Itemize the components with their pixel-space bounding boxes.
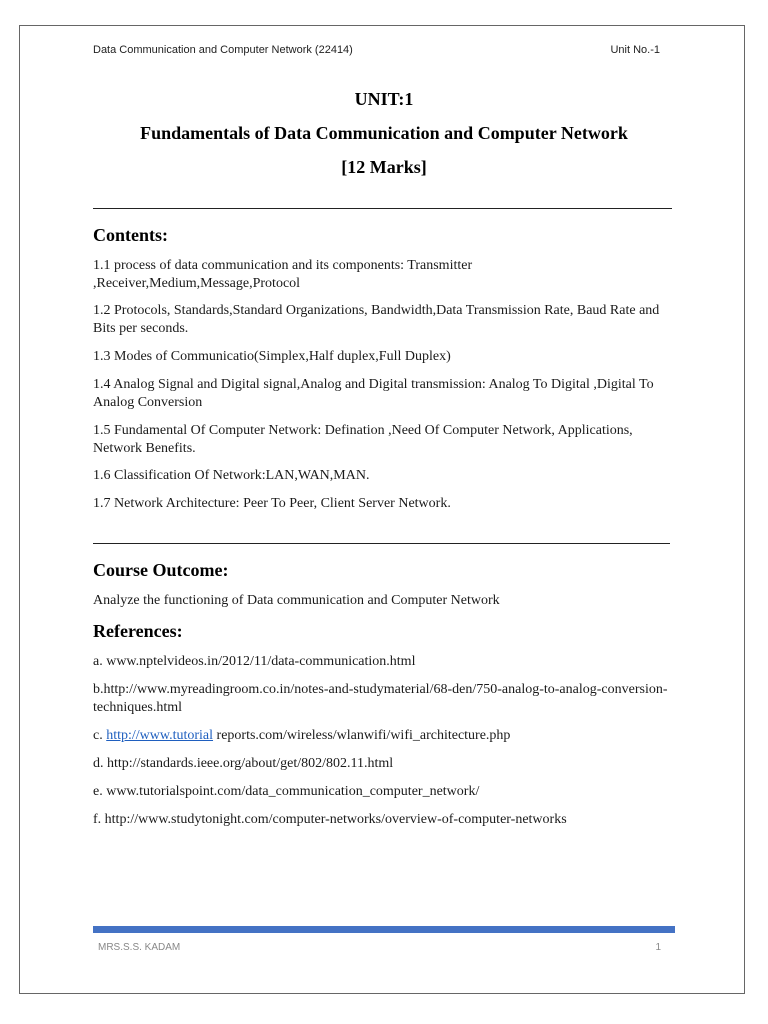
references-heading: References: (93, 621, 183, 641)
unit-title: UNIT:1 (354, 89, 414, 109)
contents-item: 1.3 Modes of Communicatio(Simplex,Half duplex,Full Duplex) (93, 349, 451, 364)
contents-item: 1.7 Network Architecture: Peer To Peer, Client Server Network. (93, 496, 451, 511)
reference-c-link[interactable]: http://www.tutorial (106, 728, 214, 743)
course-outcome-text: Analyze the functioning of Data communication and Computer Network (93, 593, 500, 608)
page-header (93, 44, 660, 56)
divider-top (93, 208, 672, 209)
reference-item: f. http://www.studytonight.com/computer-networks/overview-of-computer-networks (93, 812, 567, 827)
footer-author: MRS.S.S. KADAM (98, 942, 181, 953)
contents-item: 1.6 Classification Of Network:LAN,WAN,MAN. (93, 468, 370, 483)
reference-c-prefix: c. (93, 728, 103, 743)
contents-item: 1.5 Fundamental Of Computer Network: Defination ,Need Of Computer Network, Applications, Network Benefits. (93, 423, 633, 456)
reference-item: e. www.tutorialspoint.com/data_communication_computer_network/ (93, 784, 480, 799)
reference-item: d. http://standards.ieee.org/about/get/802/802.11.html (93, 756, 394, 771)
footer-bar (93, 926, 675, 933)
unit-marks: [12 Marks] (341, 157, 427, 177)
reference-item-c (93, 727, 673, 745)
divider-middle (93, 543, 670, 544)
unit-main-title: Fundamentals of Data Communication and Computer Network (140, 123, 628, 143)
page-footer (98, 942, 661, 953)
reference-c-rest: reports.com/wireless/wlanwifi/wifi_architecture.php (216, 728, 511, 743)
footer-page-number: 1 (655, 942, 661, 953)
header-course-title: Data Communication and Computer Network (22414) (93, 44, 353, 56)
course-outcome-heading: Course Outcome: (93, 560, 229, 580)
reference-item: b.http://www.myreadingroom.co.in/notes-and-studymaterial/68-den/750-analog-to-analog-conversion-techniques.html (93, 682, 668, 715)
contents-item: 1.1 process of data communication and its components: Transmitter ,Receiver,Medium,Message,Protocol (93, 258, 473, 291)
reference-item: a. www.nptelvideos.in/2012/11/data-communication.html (93, 654, 416, 669)
contents-item: 1.4 Analog Signal and Digital signal,Analog and Digital transmission: Analog To Digital ,Digital To Analog Conversion (93, 377, 654, 410)
header-unit-number: Unit No.-1 (610, 44, 660, 56)
contents-heading: Contents: (93, 225, 168, 245)
contents-item: 1.2 Protocols, Standards,Standard Organizations, Bandwidth,Data Transmission Rate, Baud Rate and Bits per seconds. (93, 303, 660, 336)
